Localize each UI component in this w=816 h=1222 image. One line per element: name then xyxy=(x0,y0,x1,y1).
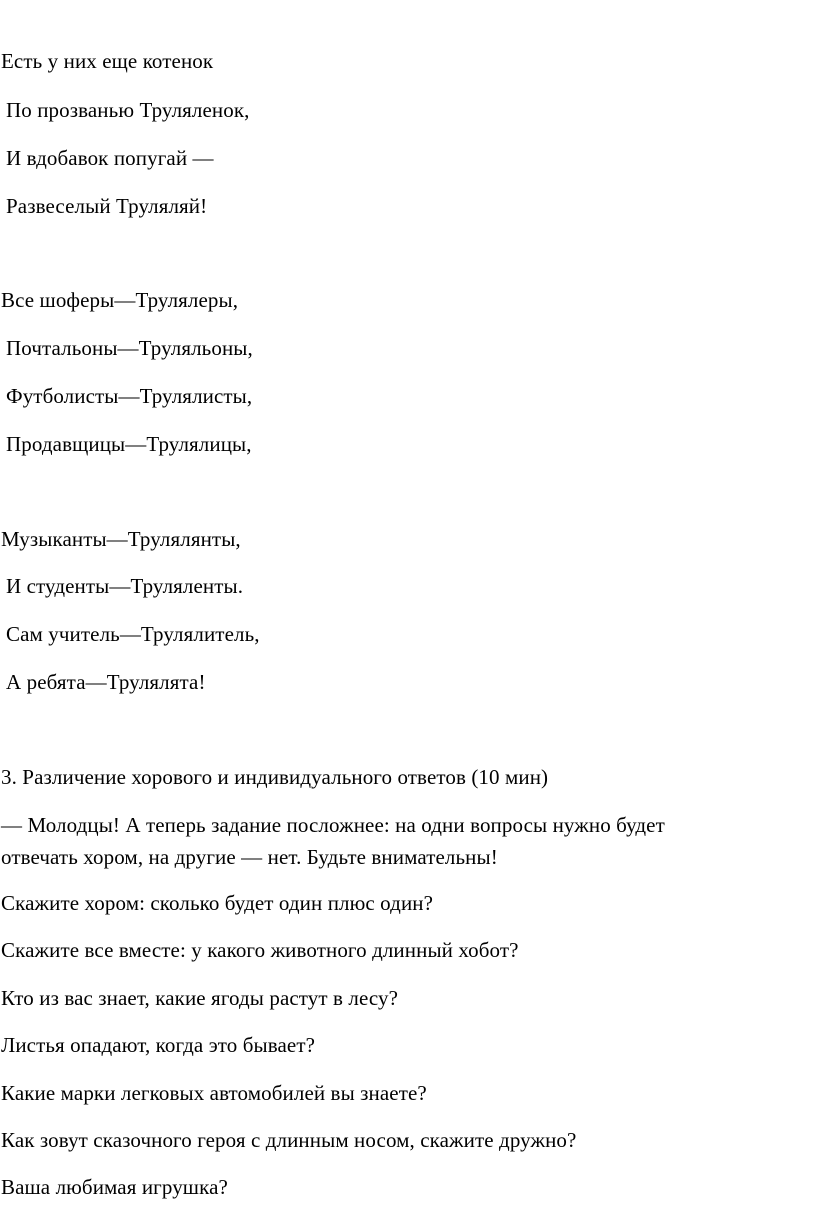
question-line: Кто из вас знает, какие ягоды растут в лесу? xyxy=(1,986,399,1010)
poem-line: Футболисты—Трулялисты, xyxy=(6,384,253,408)
poem-line: Развеселый Труляляй! xyxy=(6,194,208,218)
poem-line: По прозванью Труляленок, xyxy=(6,98,250,122)
question-line: Листья опадают, когда это бывает? xyxy=(1,1033,316,1057)
poem-line: Все шоферы—Трулялеры, xyxy=(1,288,239,312)
question-line: Скажите все вместе: у какого животного длинный хобот? xyxy=(1,938,519,962)
poem-line: А ребята—Трулялята! xyxy=(6,670,206,694)
intro-text: — Молодцы! А теперь задание посложнее: на одни вопросы нужно будет xyxy=(1,813,665,837)
poem-line: Почтальоны—Труляльоны, xyxy=(6,336,253,360)
question-line: Какие марки легковых автомобилей вы знаете? xyxy=(1,1081,427,1105)
poem-line: Сам учитель—Трулялитель, xyxy=(6,622,260,646)
poem-line: И вдобавок попугай — xyxy=(6,146,214,170)
intro-text: отвечать хором, на другие — нет. Будьте внимательны! xyxy=(1,845,498,869)
question-line: Скажите хором: сколько будет один плюс один? xyxy=(1,891,434,915)
question-line: Как зовут сказочного героя с длинным носом, скажите дружно? xyxy=(1,1128,577,1152)
poem-line: Есть у них еще котенок xyxy=(1,49,214,73)
poem-line: Музыканты—Трулялянты, xyxy=(1,527,241,551)
poem-line: Продавщицы—Трулялицы, xyxy=(6,432,252,456)
poem-line: И студенты—Труляленты. xyxy=(6,574,244,598)
section-heading: 3. Различение хорового и индивидуального ответов (10 мин) xyxy=(1,765,549,789)
question-line: Ваша любимая игрушка? xyxy=(1,1175,228,1199)
